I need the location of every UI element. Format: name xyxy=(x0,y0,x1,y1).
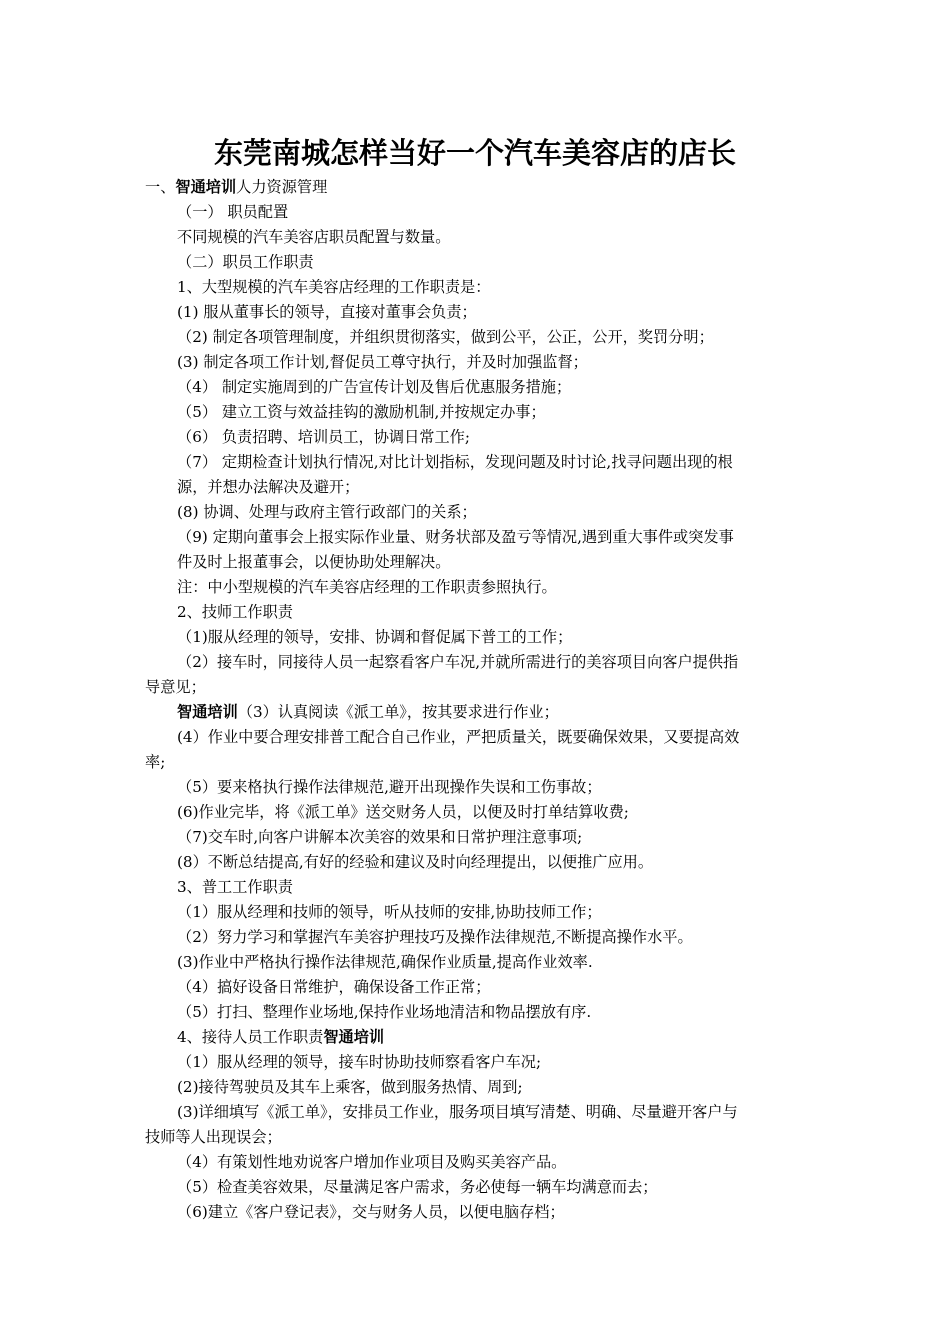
subsection-heading: （二）职员工作职责 xyxy=(177,253,314,271)
list-item: (4）作业中要合理安排普工配合自己作业，严把质量关，既要确保效果，又要提高效 xyxy=(177,728,740,746)
list-item-continuation: 源，并想办法解决及避开； xyxy=(177,478,360,496)
paragraph: 不同规模的汽车美容店职员配置与数量。 xyxy=(177,228,451,246)
document-title: 东莞南城怎样当好一个汽车美容店的店长 xyxy=(213,136,736,170)
subsection-heading: 3、普工工作职责 xyxy=(177,878,293,896)
subsection-heading xyxy=(177,1027,384,1047)
list-item: (8）不断总结提高,有好的经验和建议及时向经理提出，以便推广应用。 xyxy=(177,853,654,871)
list-item: （4）搞好设备日常维护，确保设备工作正常； xyxy=(177,978,491,996)
list-item-continuation: 导意见； xyxy=(145,678,206,696)
paragraph: 1、大型规模的汽车美容店经理的工作职责是： xyxy=(177,278,491,296)
list-item: （7)交车时,向客户讲解本次美容的效果和日常护理注意事项; xyxy=(177,828,583,846)
list-item-text: （3）认真阅读《派工单》，按其要求进行作业； xyxy=(237,703,559,721)
list-item: (3)详细填写《派工单》，安排员工作业，服务项目填写清楚、明确、尽量避开客户与 xyxy=(177,1103,738,1121)
list-item: （2）努力学习和掌握汽车美容护理技巧及操作法律规范,不断提高操作水平。 xyxy=(177,928,693,946)
list-item-continuation: 技师等人出现误会； xyxy=(145,1128,282,1146)
list-item: （7） 定期检查计划执行情况,对比计划指标，发现问题及时讨论,找寻问题出现的根 xyxy=(177,453,733,471)
section-heading xyxy=(145,177,327,197)
list-item: (6)作业完毕，将《派工单》送交财务人员，以便及时打单结算收费; xyxy=(177,803,629,821)
list-item: （2) 制定各项管理制度，并组织贯彻落实，做到公平，公正，公开，奖罚分明； xyxy=(177,328,714,346)
list-item: （5）要来格执行操作法律规范,避开出现操作失误和工伤事故； xyxy=(177,778,602,796)
list-item: （1）服从经理和技师的领导，听从技师的安排,协助技师工作； xyxy=(177,903,602,921)
list-item: （9) 定期向董事会上报实际作业量、财务状部及盈亏等情况,遇到重大事件或突发事 xyxy=(177,528,734,546)
list-item-continuation: 率; xyxy=(145,753,166,771)
list-item: （4）有策划性地劝说客户增加作业项目及购买美容产品。 xyxy=(177,1153,567,1171)
list-item: (1) 服从董事长的领导，直接对董事会负责； xyxy=(177,303,477,321)
list-item: （2）接车时，同接待人员一起察看客户车况,并就所需进行的美容项目向客户提供指 xyxy=(177,653,739,671)
list-item-continuation: 件及时上报董事会，以便协助处理解决。 xyxy=(177,553,451,571)
bold-tag: 智通培训 xyxy=(177,703,238,721)
list-item: （1）服从经理的领导，接车时协助技师察看客户车况; xyxy=(177,1053,542,1071)
list-item: (8) 协调、处理与政府主管行政部门的关系； xyxy=(177,503,477,521)
list-item: （6） 负责招聘、培训员工，协调日常工作; xyxy=(177,428,470,446)
subsection-heading: 2、技师工作职责 xyxy=(177,603,293,621)
list-item: （5） 建立工资与效益挂钩的激励机制,并按规定办事； xyxy=(177,403,546,421)
list-item: （6)建立《客户登记表》，交与财务人员，以便电脑存档； xyxy=(177,1203,565,1221)
list-item: (3) 制定各项工作计划,督促员工尊守执行，并及时加强监督； xyxy=(177,353,588,371)
list-item: (3)作业中严格执行操作法律规范,确保作业质量,提高作业效率. xyxy=(177,953,593,971)
subsection-heading: （一） 职员配置 xyxy=(177,203,289,221)
bold-tag: 智通培训 xyxy=(175,178,237,196)
section-title: 人力资源管理 xyxy=(236,178,328,196)
section-number: 一、 xyxy=(145,178,176,196)
bold-tag: 智通培训 xyxy=(323,1028,385,1046)
subsection-title: 4、接待人员工作职责 xyxy=(177,1028,324,1046)
list-item: （5）检查美容效果，尽量满足客户需求，务必使每一辆车均满意而去； xyxy=(177,1178,658,1196)
list-item: （5）打扫、整理作业场地,保持作业场地清洁和物品摆放有序. xyxy=(177,1003,592,1021)
list-item: （4） 制定实施周到的广告宣传计划及售后优惠服务措施； xyxy=(177,378,572,396)
note: 注：中小型规模的汽车美容店经理的工作职责参照执行。 xyxy=(177,578,557,596)
list-item: (2)接待驾驶员及其车上乘客，做到服务热情、周到; xyxy=(177,1078,523,1096)
list-item xyxy=(177,702,559,722)
list-item: （1)服从经理的领导，安排、协调和督促属下普工的工作； xyxy=(177,628,573,646)
